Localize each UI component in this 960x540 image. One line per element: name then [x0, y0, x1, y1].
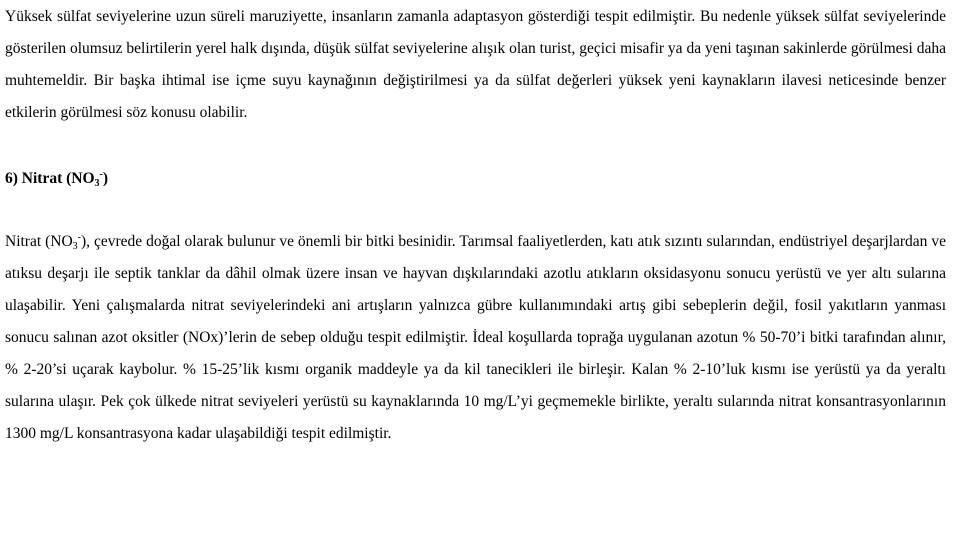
nitrate-paragraph: [5, 226, 946, 450]
section-heading-nitrate: [5, 163, 108, 195]
heading-subscript: 3: [94, 178, 100, 189]
nitrate-paragraph-subscript: 3: [72, 241, 78, 252]
heading-suffix: ): [102, 170, 109, 187]
nitrate-paragraph-superscript: -: [77, 232, 81, 243]
heading-superscript: -: [99, 169, 103, 180]
sulfate-paragraph-text: Yüksek sülfat seviyelerine uzun süreli maruziyette, insanların zamanla adaptasyon gösterdiği tespit edilmiştir. Bu nedenle yüksek sülfat seviyelerinde gösterilen olumsuz belirtilerin yerel halk dışında, düşük sülfat seviyelerine alışık olan turist, geçici misafir ya da yeni taşınan sakinlerde görülmesi daha muhtemeldir. Bir başka ihtimal ise içme suyu kaynağının değiştirilmesi ya da sülfat değerleri yüksek yeni kaynakların ilavesi neticesinde benzer etkilerin görülmesi söz konusu olabilir.: [5, 8, 946, 121]
heading-prefix: 6) Nitrat (NO: [5, 170, 95, 187]
nitrate-paragraph-prefix: Nitrat (NO: [5, 233, 73, 250]
nitrate-paragraph-text: ), çevrede doğal olarak bulunur ve önemli bir bitki besinidir. Tarımsal faaliyetlerden, katı atık sızıntı sularından, endüstriyel deşarjlardan ve atıksu deşarjı ile septik tanklar da dâhil olmak üzere insan ve hayvan dışkılarındaki azotlu atıkların oksidasyonu sonucu yerüstü ve yer altı sularına ulaşabilir. Yeni çalışmalarda nitrat seviyelerindeki ani artışların yalnızca gübre kullanımındaki artış gibi sebeplerin değil, fosil yakıtların yanması sonucu salınan azot oksitler (NOx)’lerin de sebep olduğu tespit edilmiştir. İdeal koşullarda toprağa uygulanan azotun % 50-70’i bitki tarafından alınır, % 2-20’si uçarak kaybolur. % 15-25’lik kısmı organik maddeyle ya da kil tanecikleri ile birleşir. Kalan % 2-10’luk kısmı ise yerüstü ya da yeraltı sularına ulaşır. Pek çok ülkede nitrat seviyeleri yerüstü su kaynaklarında 10 mg/L’yi geçmemekle birlikte, yeraltı sularında nitrat konsantrasyonlarının 1300 mg/L konsantrasyona kadar ulaşabildiği tespit edilmiştir.: [5, 233, 947, 442]
sulfate-paragraph: [5, 1, 946, 129]
